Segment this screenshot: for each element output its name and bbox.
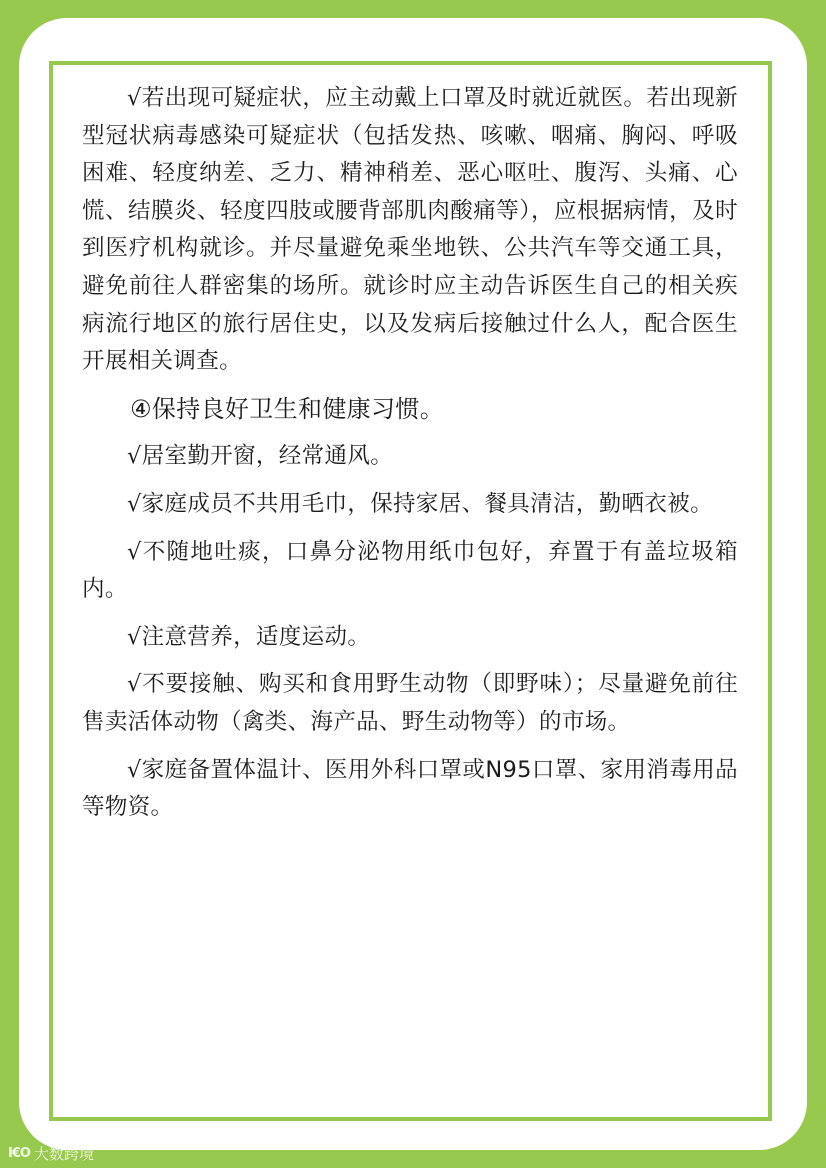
paragraph-nutrition: √注意营养，适度运动。 bbox=[127, 623, 371, 650]
paragraph-wild-animals: √不要接触、购买和食用野生动物（即野味）；尽量避免前往售卖活体动物（禽类、海产品、野生动物等）的市场。 bbox=[82, 671, 738, 735]
paragraph-supplies: √家庭备置体温计、医用外科口罩或N95口罩、家用消毒用品等物资。 bbox=[82, 756, 738, 821]
watermark-logo: I€O bbox=[8, 1146, 30, 1161]
watermark bbox=[8, 1143, 94, 1164]
paragraph-seek-medical-care: √若出现可疑症状，应主动戴上口罩及时就近就医。若出现新型冠状病毒感染可疑症状（包括发热、咳嗽、咽痛、胸闷、呼吸困难、轻度纳差、乏力、精神稍差、恶心呕吐、腹泻、头痛、心慌、结膜炎、轻度四肢或腰背部肌肉酸痛等），应根据病情，及时到医疗机构就诊。并尽量避免乘坐地铁、公共汽车等交通工具，避免前往人群密集的场所。就诊时应主动告诉医生自己的相关疾病流行地区的旅行居住史，以及发病后接触过什么人，配合医生开展相关调查。 bbox=[82, 85, 738, 375]
watermark-text: 大数跨境 bbox=[33, 1145, 94, 1163]
document-body bbox=[82, 80, 738, 827]
paragraph-ventilation: √居室勤开窗，经常通风。 bbox=[127, 443, 394, 470]
paragraph-spitting: √不随地吐痰，口鼻分泌物用纸巾包好，弃置于有盖垃圾箱内。 bbox=[82, 538, 738, 603]
paragraph-towels: √家庭成员不共用毛巾，保持家居、餐具清洁，勤晒衣被。 bbox=[127, 490, 713, 517]
section-heading-hygiene: ④保持良好卫生和健康习惯。 bbox=[130, 394, 445, 423]
